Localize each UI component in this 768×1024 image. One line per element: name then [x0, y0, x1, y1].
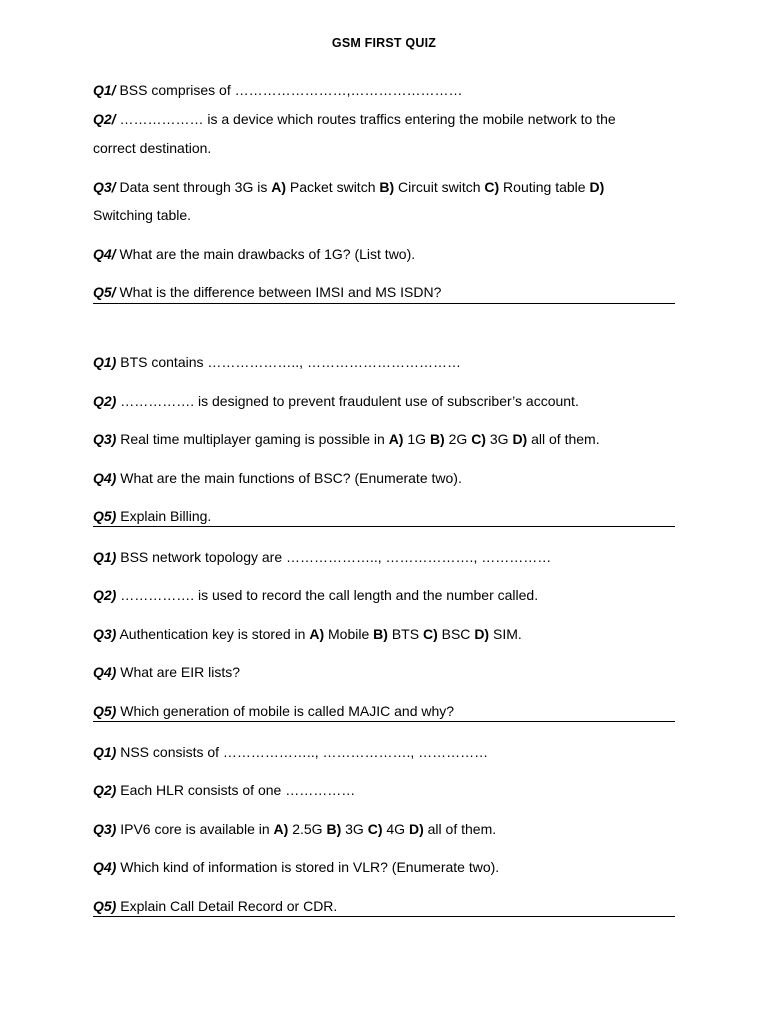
option-c-label: C): [367, 821, 383, 837]
question-text: IPV6 core is available in: [116, 821, 274, 837]
s1-question-2: [93, 110, 683, 128]
question-text: What are the main functions of BSC? (Enumerate two).: [116, 470, 462, 486]
s4-question-4: [93, 858, 683, 876]
question-text: BSS network topology are ……………….., ………………., ……………: [116, 549, 552, 565]
option-a-text: 2.5G: [288, 821, 327, 837]
option-a-text: Packet switch: [286, 179, 380, 195]
s2-question-4: [93, 469, 683, 487]
option-a-label: A): [273, 821, 289, 837]
question-label: Q2): [93, 393, 117, 409]
question-text: Explain Call Detail Record or CDR.: [116, 898, 338, 914]
option-d-text: all of them.: [423, 821, 497, 837]
option-b-label: B): [429, 431, 445, 447]
question-text: What are EIR lists?: [116, 664, 241, 680]
s2-question-3: [93, 430, 683, 448]
question-label: Q1/: [93, 82, 116, 98]
question-label: Q2/: [93, 111, 116, 127]
question-label: Q3): [93, 431, 117, 447]
question-label: Q1): [93, 354, 117, 370]
option-a-text: 1G: [403, 431, 430, 447]
question-text: Real time multiplayer gaming is possible in: [116, 431, 389, 447]
question-text: ……………. is used to record the call length and the number called.: [116, 587, 539, 603]
question-label: Q3): [93, 626, 117, 642]
question-text: What is the difference between IMSI and MS ISDN?: [115, 284, 442, 300]
question-label: Q4): [93, 664, 117, 680]
question-label: Q4/: [93, 246, 116, 262]
s4-question-3: [93, 820, 683, 838]
option-a-text: Mobile: [324, 626, 374, 642]
option-d-text: all of them.: [527, 431, 600, 447]
option-c-text: Routing table: [499, 179, 590, 195]
s3-question-5: [93, 702, 683, 720]
option-c-label: C): [471, 431, 486, 447]
option-d-text: SIM.: [489, 626, 522, 642]
option-c-text: 3G: [485, 431, 513, 447]
question-label: Q3): [93, 821, 117, 837]
option-b-text: Circuit switch: [394, 179, 485, 195]
question-text: Each HLR consists of one ……………: [116, 782, 356, 798]
question-label: Q5/: [93, 284, 116, 300]
question-text: Which generation of mobile is called MAJIC and why?: [116, 703, 455, 719]
option-a-label: A): [309, 626, 325, 642]
option-b-label: B): [373, 626, 388, 642]
question-text: ……………… is a device which routes traffics entering the mobile network to the: [115, 111, 616, 127]
question-label: Q3/: [93, 179, 116, 195]
s3-question-2: [93, 586, 683, 604]
question-label: Q4): [93, 859, 117, 875]
s1-question-3: [93, 178, 683, 196]
section-divider: [93, 303, 675, 304]
question-text: Authentication key is stored in: [116, 626, 310, 642]
question-label: Q5): [93, 703, 117, 719]
question-text: BSS comprises of ……………………,……………………: [115, 82, 463, 98]
s1-question-2-continued: correct destination.: [93, 140, 212, 156]
option-b-label: B): [326, 821, 342, 837]
option-d-label: D): [408, 821, 424, 837]
s3-question-1: [93, 548, 683, 566]
option-c-label: C): [484, 179, 500, 195]
option-c-text: 4G: [382, 821, 409, 837]
option-c-label: C): [422, 626, 438, 642]
s3-question-3: [93, 625, 683, 643]
option-b-text: 2G: [444, 431, 472, 447]
question-label: Q5): [93, 508, 117, 524]
question-label: Q2): [93, 587, 117, 603]
s2-question-5: [93, 507, 683, 525]
s1-question-1: [93, 81, 683, 99]
option-d-label: D): [512, 431, 528, 447]
question-label: Q1): [93, 549, 117, 565]
question-text: Explain Billing.: [116, 508, 212, 524]
s4-question-1: [93, 743, 683, 761]
s4-question-2: [93, 781, 683, 799]
option-b-text: 3G: [341, 821, 368, 837]
option-d-label: D): [589, 179, 605, 195]
question-label: Q2): [93, 782, 117, 798]
s3-question-4: [93, 663, 683, 681]
option-a-label: A): [388, 431, 404, 447]
option-b-label: B): [379, 179, 395, 195]
s4-question-5: [93, 897, 683, 915]
question-label: Q4): [93, 470, 117, 486]
option-b-text: BTS: [387, 626, 423, 642]
question-text: ……………. is designed to prevent fraudulent use of subscriber’s account.: [116, 393, 579, 409]
question-text: Which kind of information is stored in VLR? (Enumerate two).: [116, 859, 500, 875]
section-divider: [93, 916, 675, 917]
option-a-label: A): [271, 179, 286, 195]
question-text: NSS consists of ……………….., ………………., ……………: [116, 744, 489, 760]
option-c-text: BSC: [437, 626, 475, 642]
question-text: Data sent through 3G is: [115, 179, 272, 195]
option-d-label: D): [474, 626, 490, 642]
s2-question-1: [93, 353, 683, 371]
question-text: What are the main drawbacks of 1G? (List two).: [115, 246, 416, 262]
section-divider: [93, 721, 675, 722]
s1-question-3-continued: Switching table.: [93, 207, 192, 223]
s1-question-5: [93, 283, 683, 301]
question-text: BTS contains ……………….., ……………………………: [116, 354, 461, 370]
s1-question-4: [93, 245, 683, 263]
question-label: Q1): [93, 744, 117, 760]
section-divider: [93, 526, 675, 527]
page-title: GSM FIRST QUIZ: [331, 36, 437, 50]
s2-question-2: [93, 392, 683, 410]
question-label: Q5): [93, 898, 117, 914]
